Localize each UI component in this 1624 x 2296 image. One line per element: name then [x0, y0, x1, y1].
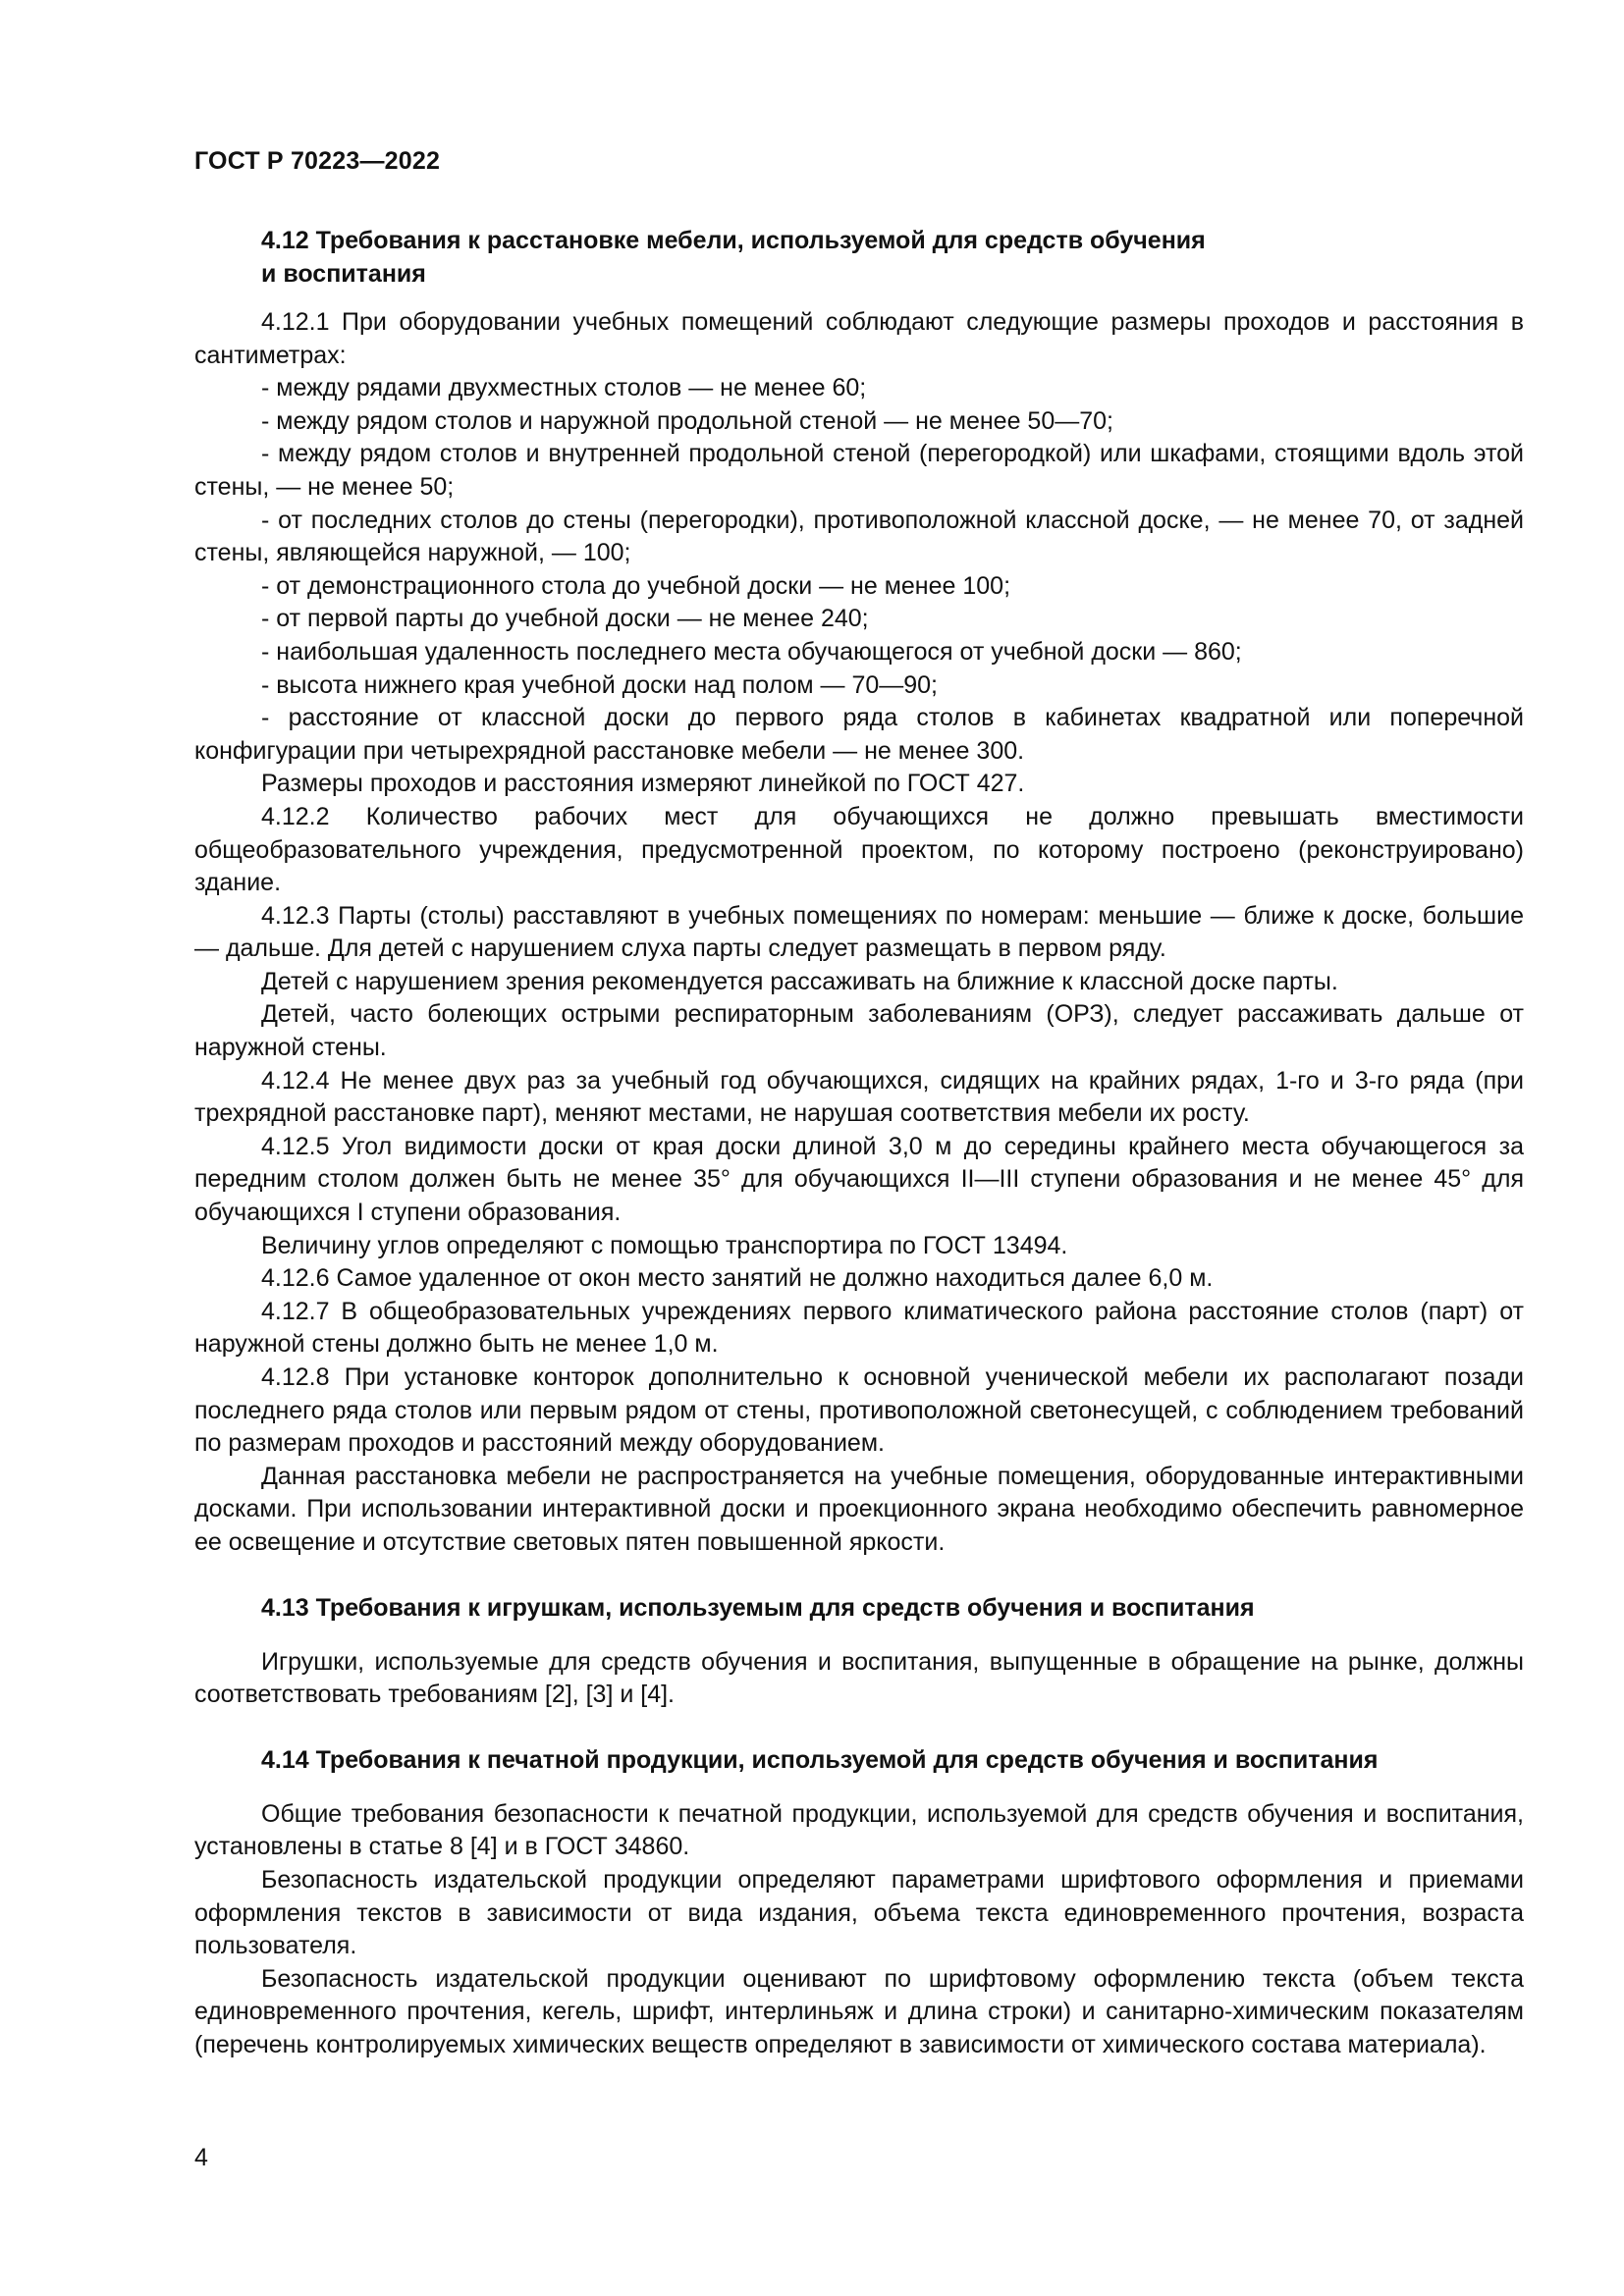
- section-title-4-14: 4.14 Требования к печатной продукции, используемой для средств обучения и воспитания: [261, 1745, 1379, 1774]
- document-header: ГОСТ Р 70223—2022: [194, 147, 441, 175]
- page-number: 4: [194, 2144, 208, 2171]
- paragraph: 4.12.3 Парты (столы) расставляют в учебных помещениях по номерам: меньшие — ближе к доске, большие — дальше. Для детей с нарушением слуха парты следует размещать в первом ряду.: [194, 901, 1524, 963]
- section-title-4-12: [194, 224, 1524, 291]
- document-body: [194, 224, 1524, 2062]
- list-item: - расстояние от классной доски до первого ряда столов в кабинетах квадратной или поперечной конфигурации при четырехрядной расстановке мебели — не менее 300.: [194, 704, 1524, 765]
- paragraph: Размеры проходов и расстояния измеряют линейкой по ГОСТ 427.: [261, 770, 1025, 798]
- list-item: - от последних столов до стены (перегородки), противоположной классной доске, — не менее 70, от задней стены, являющейся наружной, — 100;: [194, 506, 1524, 567]
- paragraph: Игрушки, используемые для средств обучения и воспитания, выпущенные в обращение на рынке, должны соответствовать требованиям [2], [3] и [4].: [194, 1647, 1524, 1709]
- paragraph: 4.12.7 В общеобразовательных учреждениях первого климатического района расстояние столов (парт) от наружной стены должно быть не менее 1,0 м.: [194, 1297, 1524, 1359]
- paragraph: 4.12.8 При установке конторок дополнительно к основной ученической мебели их располагают позади последнего ряда столов или первым рядом от стены, противоположной светонесущей, с соблюдением требований по размерам проходов и расстояний между оборудованием.: [194, 1363, 1524, 1458]
- section-title-4-13: 4.13 Требования к игрушкам, используемым для средств обучения и воспитания: [261, 1593, 1255, 1622]
- paragraph: Безопасность издательской продукции определяют параметрами шрифтового оформления и приемами оформления текстов в зависимости от вида издания, объема текста единовременного прочтения, возраста пользователя.: [194, 1865, 1524, 1960]
- paragraph: Детей, часто болеющих острыми респираторным заболеваниям (ОРЗ), следует рассаживать дальше от наружной стены.: [194, 1000, 1524, 1062]
- paragraph: Величину углов определяют с помощью транспортира по ГОСТ 13494.: [261, 1231, 1068, 1259]
- paragraph: Детей с нарушением зрения рекомендуется рассаживать на ближние к классной доске парты.: [261, 967, 1338, 995]
- paragraph: 4.12.6 Самое удаленное от окон место занятий не должно находиться далее 6,0 м.: [261, 1264, 1214, 1293]
- paragraph: 4.12.2 Количество рабочих мест для обучающихся не должно превышать вместимости общеобразовательного учреждения, предусмотренной проектом, по которому построено (реконструировано) здание.: [194, 802, 1524, 897]
- list-item: - между рядами двухместных столов — не менее 60;: [261, 374, 867, 402]
- paragraph: 4.12.1 При оборудовании учебных помещений соблюдают следующие размеры проходов и расстояния в сантиметрах:: [194, 308, 1524, 369]
- list-item: - между рядом столов и внутренней продольной стеной (перегородкой) или шкафами, стоящими вдоль этой стены, — не менее 50;: [194, 440, 1524, 501]
- list-item: - наибольшая удаленность последнего места обучающегося от учебной доски — 860;: [261, 637, 1242, 666]
- paragraph: 4.12.4 Не менее двух раз за учебный год обучающихся, сидящих на крайних рядах, 1-го и 3-го ряда (при трехрядной расстановке парт), меняют местами, не нарушая соответствия мебели их росту.: [194, 1066, 1524, 1128]
- paragraph: Данная расстановка мебели не распространяется на учебные помещения, оборудованные интерактивными досками. При использовании интерактивной доски и проекционного экрана необходимо обеспечить равномерное ее освещение и отсутствие световых пятен повышенной яркости.: [194, 1462, 1524, 1556]
- paragraph: 4.12.5 Угол видимости доски от края доски длиной 3,0 м до середины крайнего места обучающегося за передним столом должен быть не менее 35° для обучающихся II—III ступени образования и не менее 45° для обучающихся I ступени образования.: [194, 1132, 1524, 1227]
- list-item: - от первой парты до учебной доски — не менее 240;: [261, 605, 869, 633]
- list-item: - высота нижнего края учебной доски над полом — 70—90;: [261, 670, 939, 699]
- paragraph: Безопасность издательской продукции оценивают по шрифтовому оформлению текста (объем текста единовременного прочтения, кегель, шрифт, интерлиньяж и длина строки) и санитарно-химическим показателям (перечень контролируемых химических веществ определяют в зависимости от химического состава материала).: [194, 1964, 1524, 2058]
- list-item: - от демонстрационного стола до учебной доски — не менее 100;: [261, 571, 1011, 600]
- paragraph: Общие требования безопасности к печатной продукции, используемой для средств обучения и воспитания, установлены в статье 8 [4] и в ГОСТ 34860.: [194, 1799, 1524, 1861]
- section-title-4-12-line1: 4.12 Требования к расстановке мебели, используемой для средств обучения и воспитания: [261, 227, 1206, 288]
- list-item: - между рядом столов и наружной продольной стеной — не менее 50—70;: [261, 406, 1113, 435]
